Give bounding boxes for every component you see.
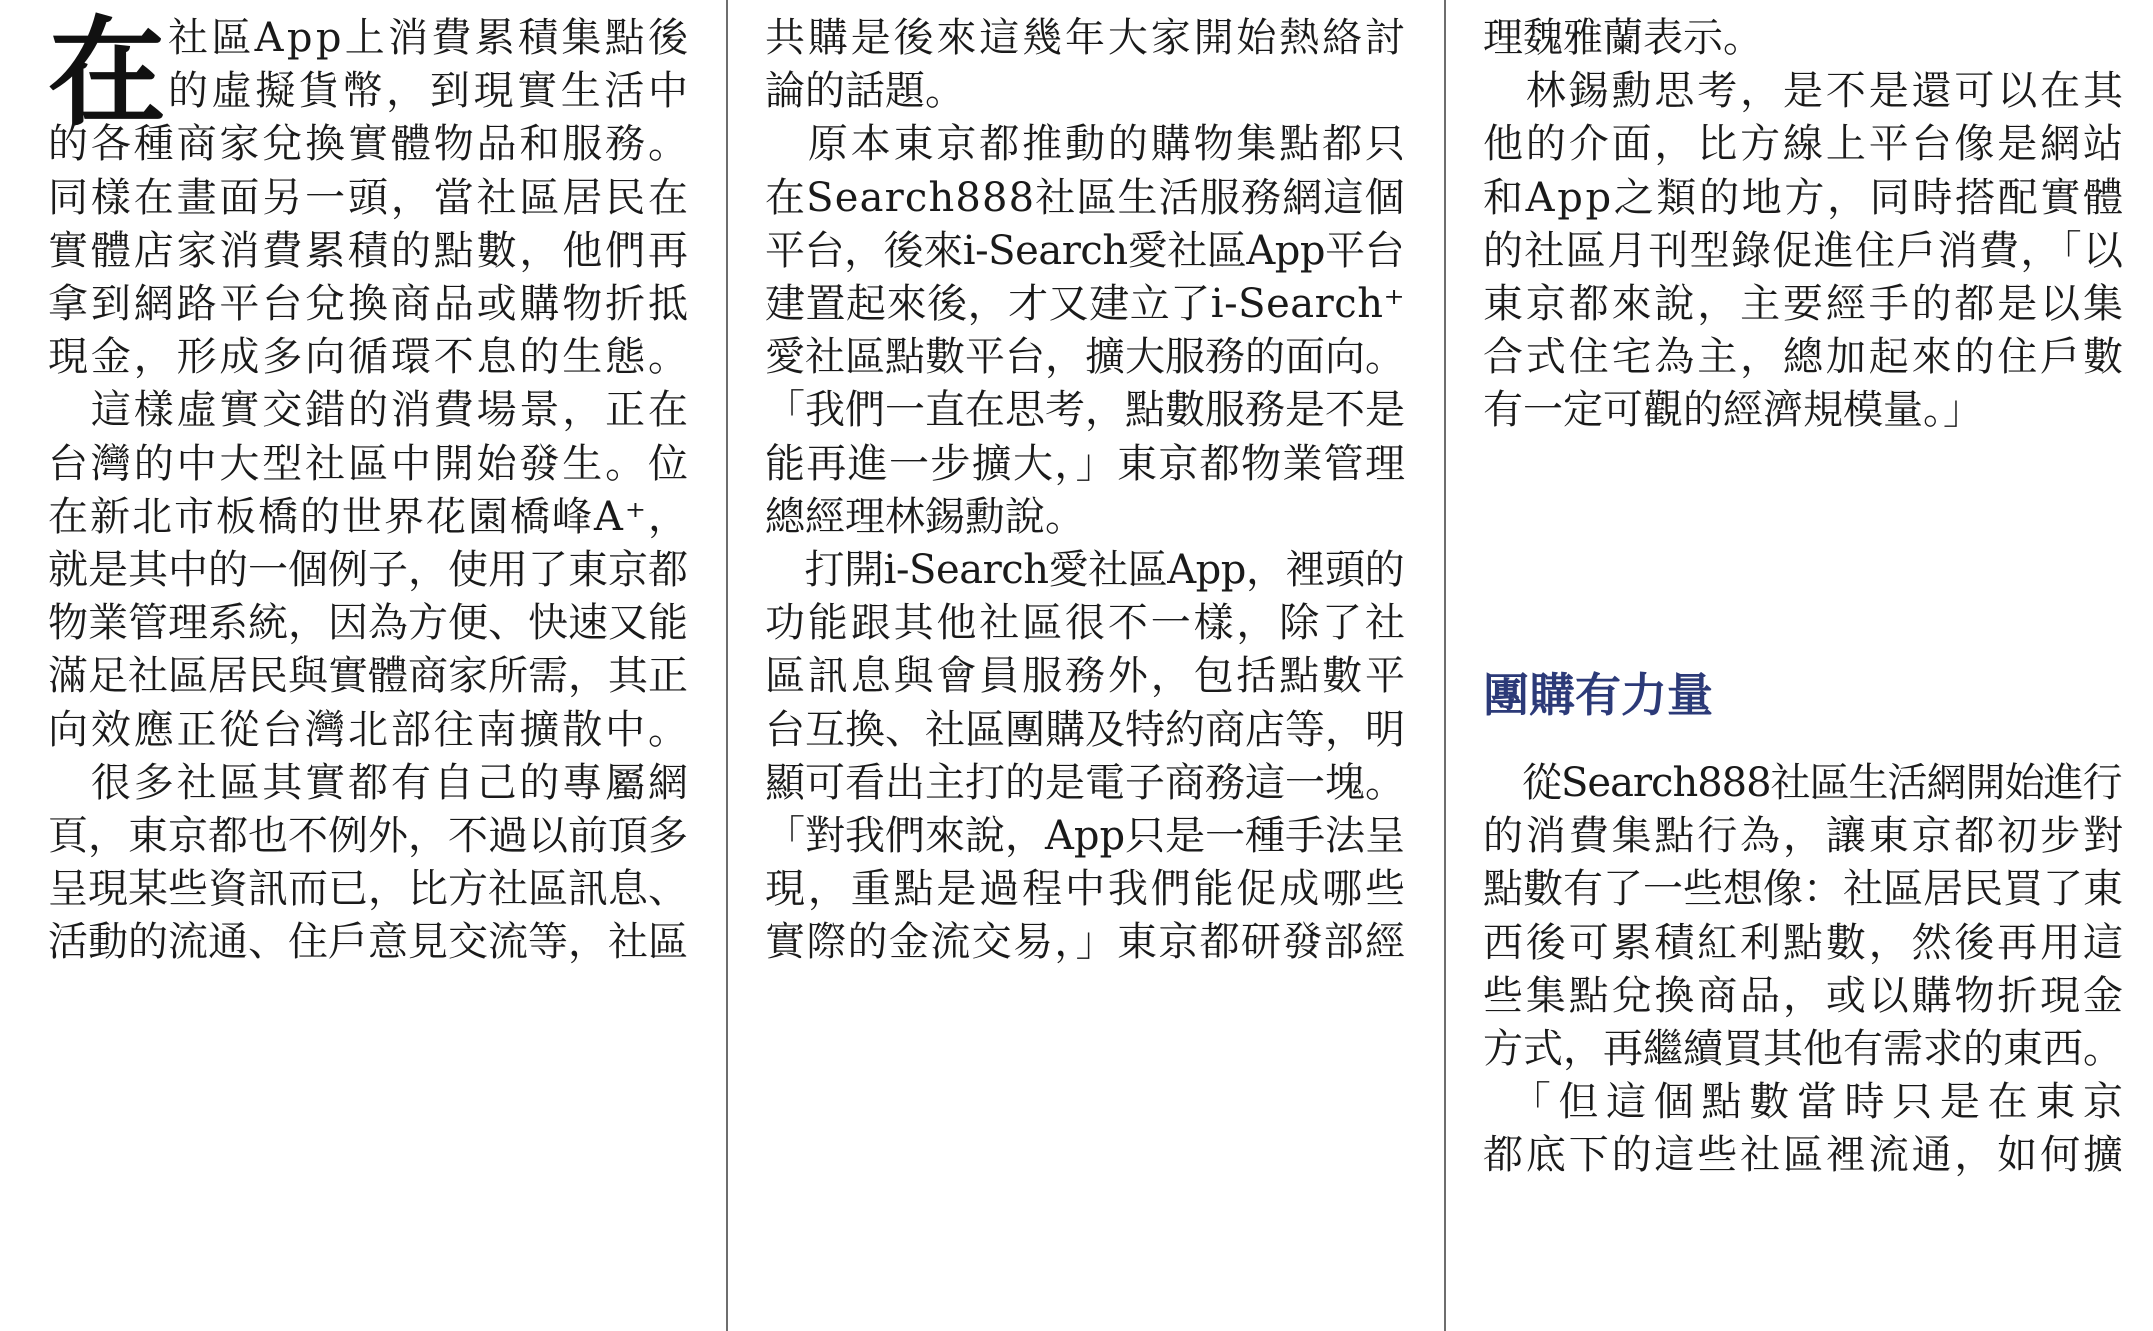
text-line: 共購是後來這幾年大家開始熱絡討 bbox=[765, 15, 1408, 61]
text-line: 些集點兌換商品，或以購物折現金 bbox=[1483, 972, 2126, 1019]
text-line: 顯可看出主打的是電子商務這一塊。 bbox=[765, 759, 1405, 806]
text-line: 合式住宅為主，總加起來的住戶數 bbox=[1483, 334, 2126, 381]
text-line: 的各種商家兌換實體物品和服務。 bbox=[48, 121, 691, 168]
text-line: 台灣的中大型社區中開始發生。位 bbox=[48, 440, 691, 487]
text-line: 的消費集點行為，讓東京都初步對 bbox=[1483, 813, 2126, 860]
text-line: 打開i-Search愛社區App，裡頭的 bbox=[765, 547, 1405, 593]
text-line: 和App之類的地方，同時搭配實體 bbox=[1483, 174, 2126, 221]
text-line: 很多社區其實都有自己的專屬網 bbox=[48, 759, 691, 806]
text-line: 同樣在畫面另一頭，當社區居民在 bbox=[48, 174, 691, 221]
text-line: 點數有了一些想像：社區居民買了東 bbox=[1483, 866, 2123, 913]
column-divider-left bbox=[726, 0, 728, 1331]
text-line: 就是其中的一個例子，使用了東京都 bbox=[48, 547, 688, 593]
text-line: 西後可累積紅利點數，然後再用這 bbox=[1483, 919, 2126, 966]
text-line: 「對我們來說，App只是一種手法呈 bbox=[765, 813, 1406, 859]
text-line: 方式，再繼續買其他有需求的東西。 bbox=[1483, 1026, 2123, 1072]
text-line: 理魏雅蘭表示。 bbox=[1483, 15, 1763, 61]
text-line: 的虛擬貨幣，到現實生活中 bbox=[168, 68, 692, 115]
text-line: 物業管理系統，因為方便、快速又能 bbox=[48, 600, 688, 647]
text-line: 都底下的這些社區裡流通，如何擴 bbox=[1483, 1132, 2126, 1179]
text-line: 活動的流通、住戶意見交流等，社區 bbox=[48, 919, 688, 966]
text-line: 實際的金流交易，」東京都研發部經 bbox=[765, 919, 1407, 966]
text-line: 在新北市板橋的世界花園橋峰A⁺， bbox=[48, 493, 690, 540]
section-heading: 團購有力量 bbox=[1483, 668, 1713, 722]
text-line: 呈現某些資訊而已，比方社區訊息、 bbox=[48, 866, 688, 913]
text-line: 林錫勳思考，是不是還可以在其 bbox=[1483, 68, 2126, 115]
text-line: 實體店家消費累積的點數，他們再 bbox=[48, 227, 691, 274]
drop-cap: 在 bbox=[48, 3, 167, 142]
text-line: 原本東京都推動的購物集點都只 bbox=[765, 121, 1408, 168]
text-line: 現金，形成多向循環不息的生態。 bbox=[48, 334, 691, 381]
text-line: 滿足社區居民與實體商家所需，其正 bbox=[48, 653, 688, 700]
column-divider-right bbox=[1444, 0, 1446, 1331]
text-line: 建置起來後，才又建立了i-Search⁺ bbox=[765, 281, 1406, 327]
text-line: 能再進一步擴大，」東京都物業管理 bbox=[765, 440, 1407, 487]
text-line: 總經理林錫勳說。 bbox=[765, 493, 1085, 540]
text-line: 頁，東京都也不例外，不過以前頂多 bbox=[48, 813, 688, 859]
text-line: 在Search888社區生活服務網這個 bbox=[765, 174, 1406, 221]
text-line: 社區App上消費累積集點後 bbox=[168, 15, 692, 61]
text-line: 向效應正從台灣北部往南擴散中。 bbox=[48, 706, 691, 753]
text-line: 功能跟其他社區很不一樣，除了社 bbox=[765, 600, 1408, 647]
text-line: 東京都來說，主要經手的都是以集 bbox=[1483, 281, 2126, 327]
text-line: 拿到網路平台兌換商品或購物折抵 bbox=[48, 281, 691, 327]
text-line: 的社區月刊型錄促進住戶消費，「以 bbox=[1483, 227, 2125, 274]
text-line: 平台，後來i-Search愛社區App平台 bbox=[765, 227, 1405, 274]
text-line: 區訊息與會員服務外，包括點數平 bbox=[765, 653, 1408, 700]
text-line: 「但這個點數當時只是在東京 bbox=[1483, 1079, 2131, 1126]
text-line: 現，重點是過程中我們能促成哪些 bbox=[765, 866, 1408, 913]
text-line: 他的介面，比方線上平台像是網站 bbox=[1483, 121, 2126, 168]
text-line: 愛社區點數平台，擴大服務的面向。 bbox=[765, 334, 1405, 381]
text-line: 論的話題。 bbox=[765, 68, 965, 115]
text-line: 台互換、社區團購及特約商店等，明 bbox=[765, 706, 1405, 753]
text-line: 「我們一直在思考，點數服務是不是 bbox=[765, 387, 1405, 434]
text-line: 有一定可觀的經濟規模量。」 bbox=[1483, 387, 1983, 434]
text-line: 這樣虛實交錯的消費場景，正在 bbox=[48, 387, 691, 434]
text-line: 從Search888社區生活網開始進行 bbox=[1483, 760, 2122, 806]
